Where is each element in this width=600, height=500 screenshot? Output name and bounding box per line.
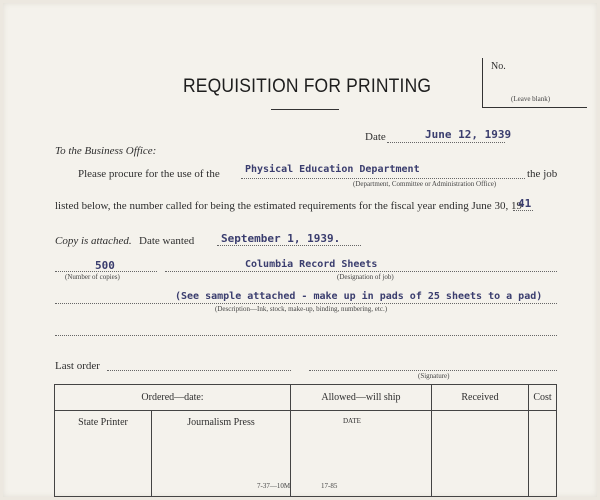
date-value: June 12, 1939 bbox=[425, 128, 512, 141]
date-wanted-value: September 1, 1939. bbox=[221, 232, 341, 245]
copies-line bbox=[55, 271, 157, 272]
date-wanted-label: Date wanted bbox=[139, 235, 195, 247]
fiscal-year-text: listed below, the number called for being the estimated requirements for the fiscal year ending June 30, 19 bbox=[55, 200, 522, 212]
ship-date-label: DATE bbox=[342, 417, 361, 425]
copies-value: 500 bbox=[95, 259, 115, 272]
cell-cost bbox=[528, 411, 556, 497]
copy-attached: Copy is attached. bbox=[55, 235, 132, 247]
header-allowed: Allowed—will ship bbox=[290, 385, 431, 411]
title-underline bbox=[271, 109, 339, 110]
header-cost: Cost bbox=[528, 385, 556, 411]
date-line bbox=[387, 142, 505, 143]
state-printer-label: State Printer bbox=[78, 417, 128, 428]
description-line-2 bbox=[55, 335, 557, 336]
year-line bbox=[513, 210, 533, 211]
department-caption: (Department, Committee or Administration Office) bbox=[353, 180, 497, 188]
signature-line bbox=[309, 370, 557, 371]
job-text: the job bbox=[527, 168, 558, 180]
cell-state-printer bbox=[55, 411, 152, 497]
header-ordered: Ordered—date: bbox=[55, 385, 291, 411]
footer-code-1: 7-37—10M bbox=[257, 482, 291, 490]
journalism-press-label: Journalism Press bbox=[187, 417, 255, 428]
cell-allowed bbox=[290, 411, 431, 497]
table-body-row bbox=[55, 411, 557, 497]
number-label: No. bbox=[491, 61, 506, 72]
header-received: Received bbox=[431, 385, 528, 411]
requisition-form bbox=[3, 3, 597, 497]
last-order-line bbox=[107, 370, 291, 371]
department-value: Physical Education Department bbox=[245, 164, 420, 175]
table-header-row bbox=[55, 385, 557, 411]
order-table bbox=[54, 384, 557, 497]
date-label: Date bbox=[365, 131, 386, 143]
description-caption: (Description—Ink, stock, make-up, binding, numbering, etc.) bbox=[215, 305, 388, 313]
designation-line bbox=[165, 271, 557, 272]
salutation: To the Business Office: bbox=[55, 145, 157, 157]
form-title: REQUISITION FOR PRINTING bbox=[183, 76, 432, 97]
description-value: (See sample attached - make up in pads of 25 sheets to a pad) bbox=[175, 291, 543, 302]
department-line bbox=[241, 178, 525, 179]
date-wanted-line bbox=[217, 245, 361, 246]
designation-value: Columbia Record Sheets bbox=[245, 259, 378, 270]
procure-text: Please procure for the use of the bbox=[78, 168, 220, 180]
last-order-label: Last order bbox=[55, 360, 100, 372]
designation-caption: (Designation of job) bbox=[337, 273, 394, 281]
year-value: 41 bbox=[518, 197, 532, 210]
description-line bbox=[55, 303, 557, 304]
signature-caption: (Signature) bbox=[418, 372, 450, 380]
footer-code-2: 17-85 bbox=[321, 482, 338, 490]
leave-blank-caption: (Leave blank) bbox=[511, 95, 551, 103]
cell-received bbox=[431, 411, 528, 497]
copies-caption: (Number of copies) bbox=[65, 273, 120, 281]
